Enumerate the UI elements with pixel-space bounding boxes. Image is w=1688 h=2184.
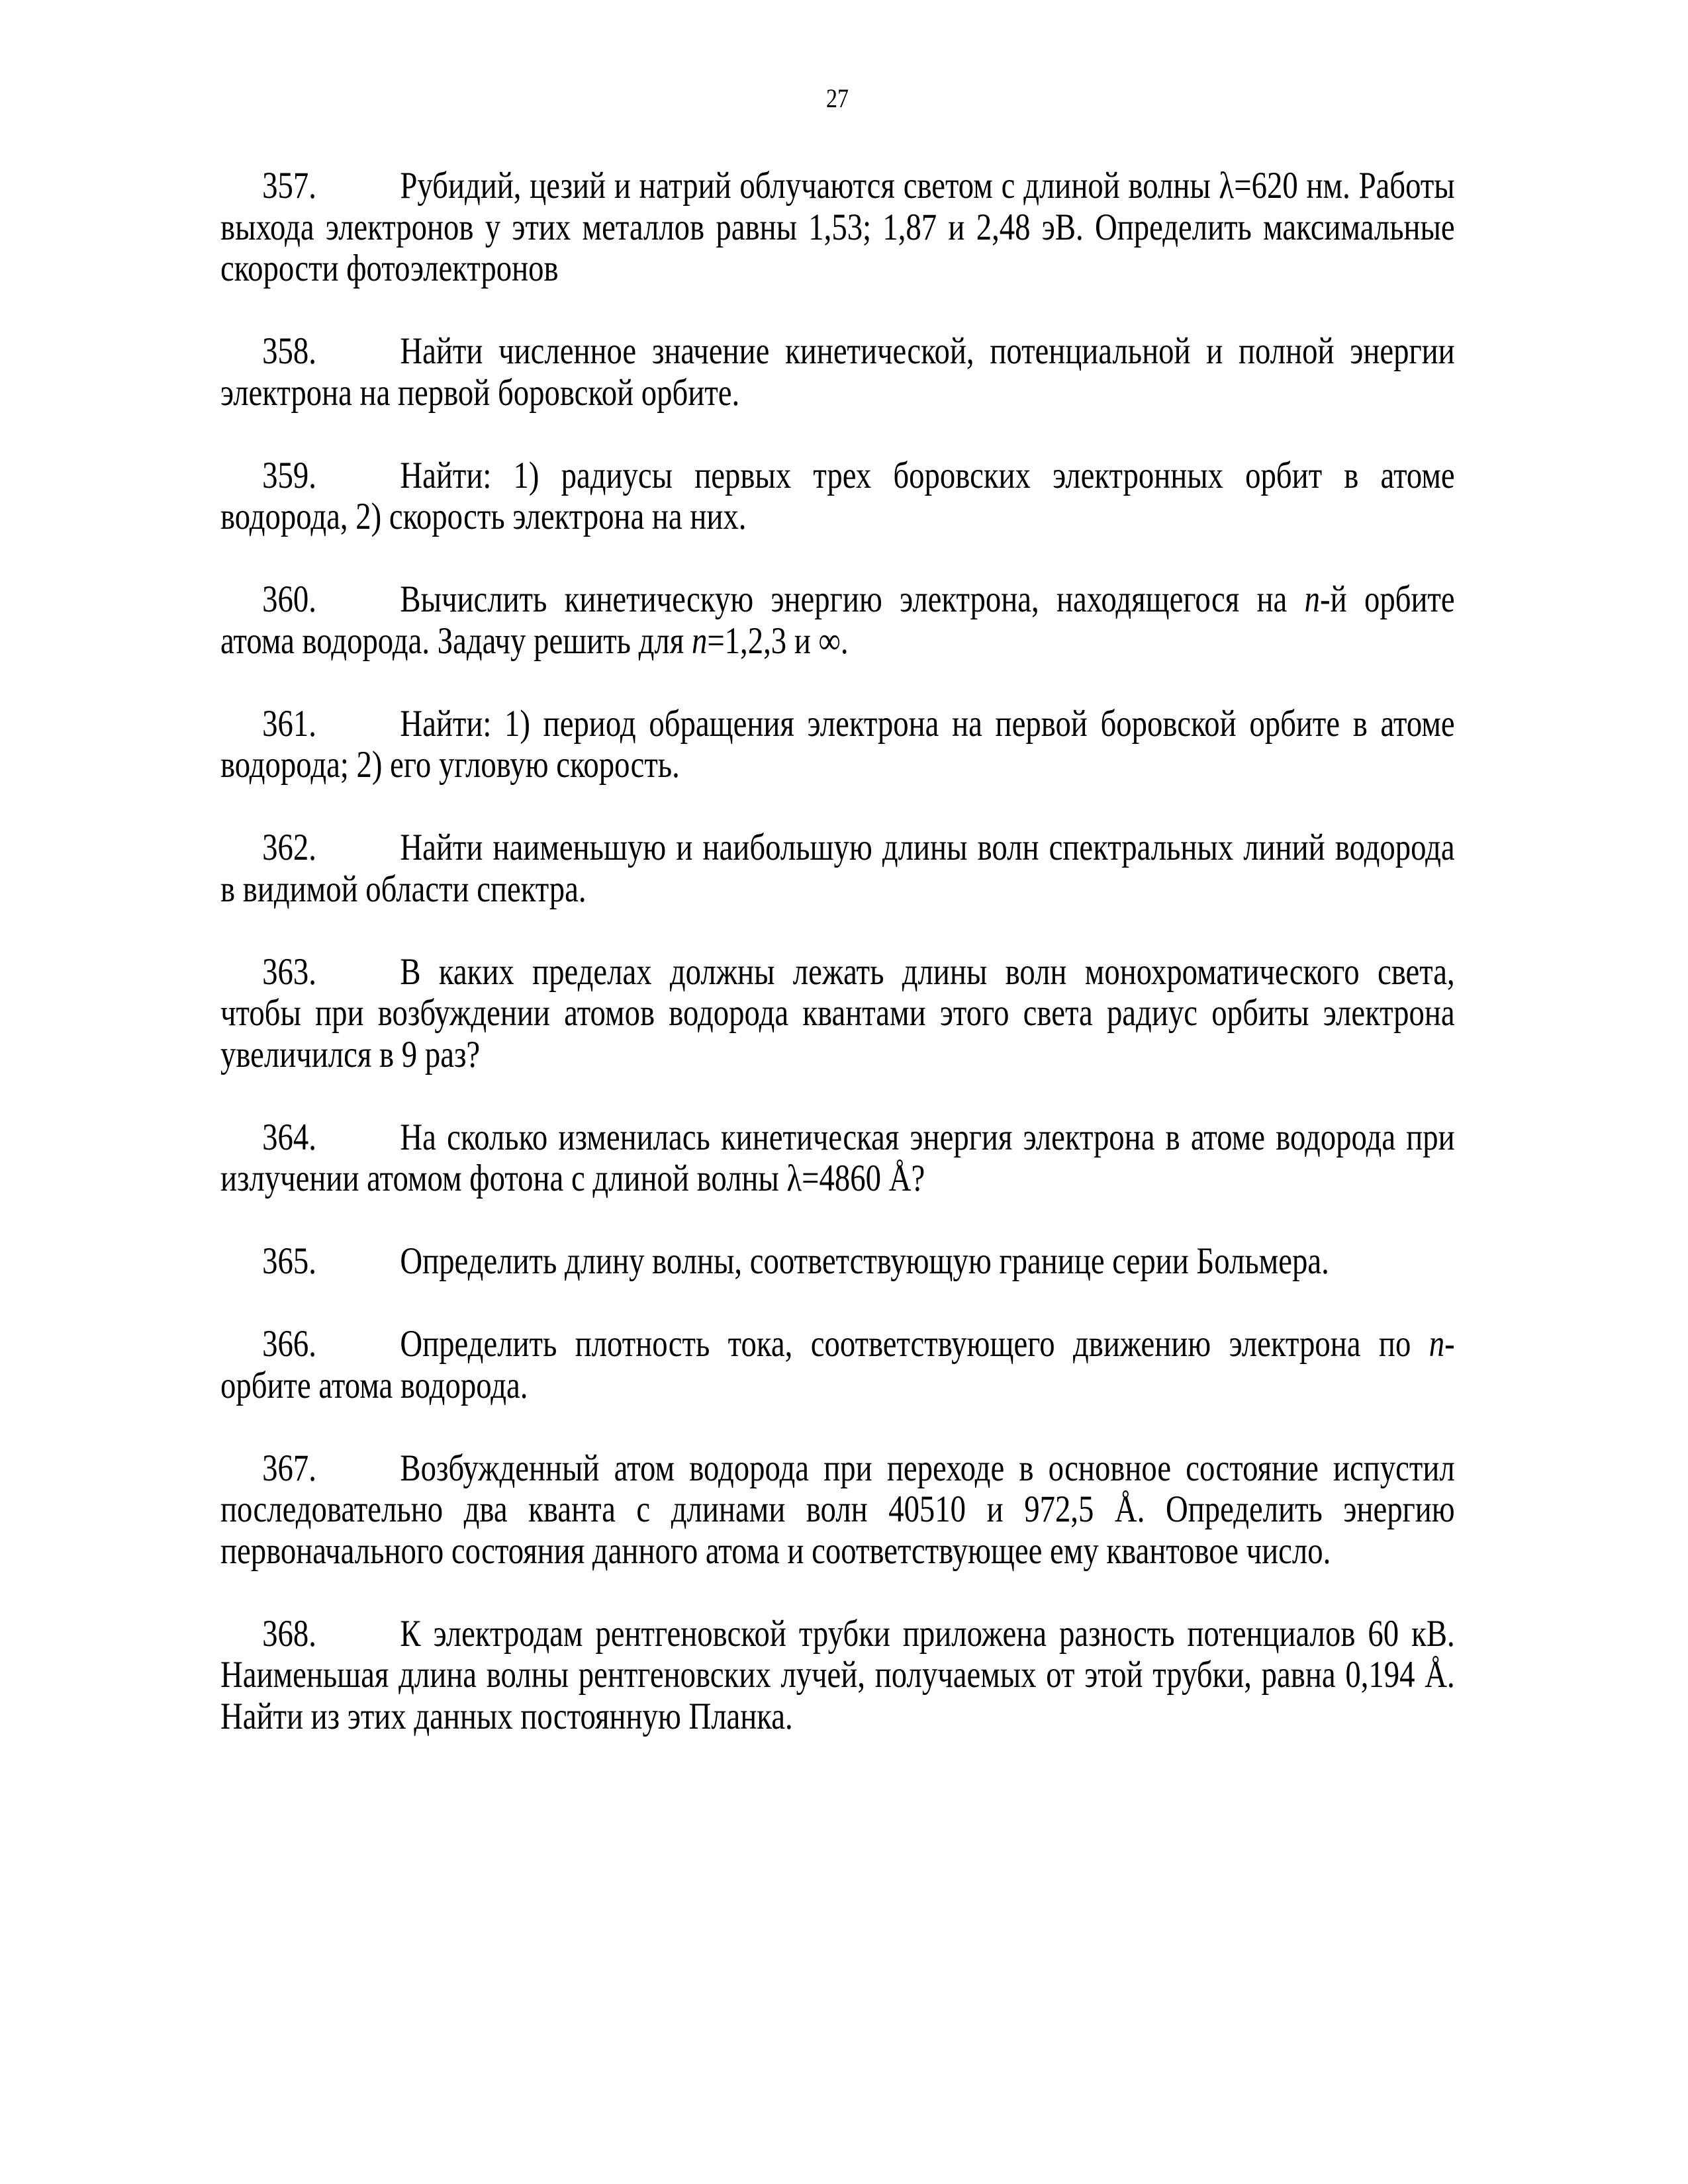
- problem-text: Найти наименьшую и наибольшую длины волн спектральных линий водорода в видимой области спектра.: [220, 827, 1455, 910]
- italic-variable: n: [1429, 1323, 1445, 1365]
- problem-text: На сколько изменилась кинетическая энергия электрона в атоме водорода при излучении атомом фотона с длиной волны λ=4860 Å?: [220, 1116, 1455, 1199]
- problem-text: Найти: 1) период обращения электрона на первой боровской орбите в атоме водорода; 2) его угловую скорость.: [220, 702, 1455, 786]
- problem-number: 358.: [262, 330, 316, 372]
- problem-text: Определить длину волны, соответствующую границе серии Больмера.: [400, 1240, 1329, 1282]
- page-number: 27: [826, 83, 849, 113]
- problem-366: [220, 1324, 1455, 1406]
- problem-text: Вычислить кинетическую энергию электрона, находящегося на: [400, 578, 1305, 620]
- problem-number: 361.: [262, 702, 316, 745]
- italic-variable: n: [1304, 578, 1321, 620]
- problem-365: [220, 1241, 1455, 1283]
- problem-364: [220, 1117, 1455, 1200]
- problem-359: [220, 455, 1455, 538]
- problem-number: 366.: [262, 1323, 316, 1365]
- problem-text: Найти численное значение кинетической, потенциальной и полной энергии электрона на первой боровской орбите.: [220, 330, 1455, 414]
- problem-text: -й орбите атома водорода. Задачу решить для: [220, 578, 1455, 662]
- italic-variable: n: [691, 619, 708, 662]
- problem-362: [220, 827, 1455, 910]
- problem-number: 360.: [262, 578, 316, 620]
- problem-text: В каких пределах должны лежать длины волн монохроматического света, чтобы при возбуждении атомов водорода квантами этого света радиус орбиты электрона увеличился в 9 раз?: [220, 950, 1455, 1075]
- problem-number: 362.: [262, 827, 316, 868]
- problem-text: Определить плотность тока, соответствующего движению электрона по: [400, 1323, 1429, 1365]
- problem-text: =1,2,3 и ∞.: [707, 619, 849, 662]
- problem-367: [220, 1448, 1455, 1572]
- problem-text: Возбужденный атом водорода при переходе в основное состояние испустил последовательно два кванта с длинами волн 40510 и 972,5 Å. Определить энергию первоначального состояния данного атома и соответствующее ему квантовое число.: [220, 1447, 1455, 1572]
- problem-list: [220, 165, 1455, 1779]
- problem-number: 363.: [262, 950, 316, 993]
- problem-361: [220, 704, 1455, 786]
- problem-360: [220, 579, 1455, 662]
- problem-number: 368.: [262, 1612, 316, 1655]
- problem-text: Рубидий, цезий и натрий облучаются светом с длиной волны λ=620 нм. Работы выхода электронов у этих металлов равны 1,53; 1,87 и 2,48 эВ. Определить максимальные скорости фотоэлектронов: [220, 165, 1455, 289]
- problem-358: [220, 331, 1455, 414]
- problem-357: [220, 165, 1455, 290]
- problem-text: -орбите атома водорода.: [220, 1323, 1455, 1406]
- problem-text: К электродам рентгеновской трубки приложена разность потенциалов 60 кВ. Наименьшая длина волны рентгеновских лучей, получаемых от этой трубки, равна 0,194 Å. Найти из этих данных постоянную Планка.: [220, 1612, 1455, 1737]
- problem-368: [220, 1614, 1455, 1738]
- problem-number: 365.: [262, 1240, 316, 1282]
- problem-number: 359.: [262, 454, 316, 496]
- problem-number: 364.: [262, 1116, 316, 1158]
- problem-text: Найти: 1) радиусы первых трех боровских электронных орбит в атоме водорода, 2) скорость электрона на них.: [220, 454, 1455, 537]
- problem-number: 357.: [262, 165, 316, 206]
- problem-number: 367.: [262, 1447, 316, 1489]
- problem-363: [220, 952, 1455, 1076]
